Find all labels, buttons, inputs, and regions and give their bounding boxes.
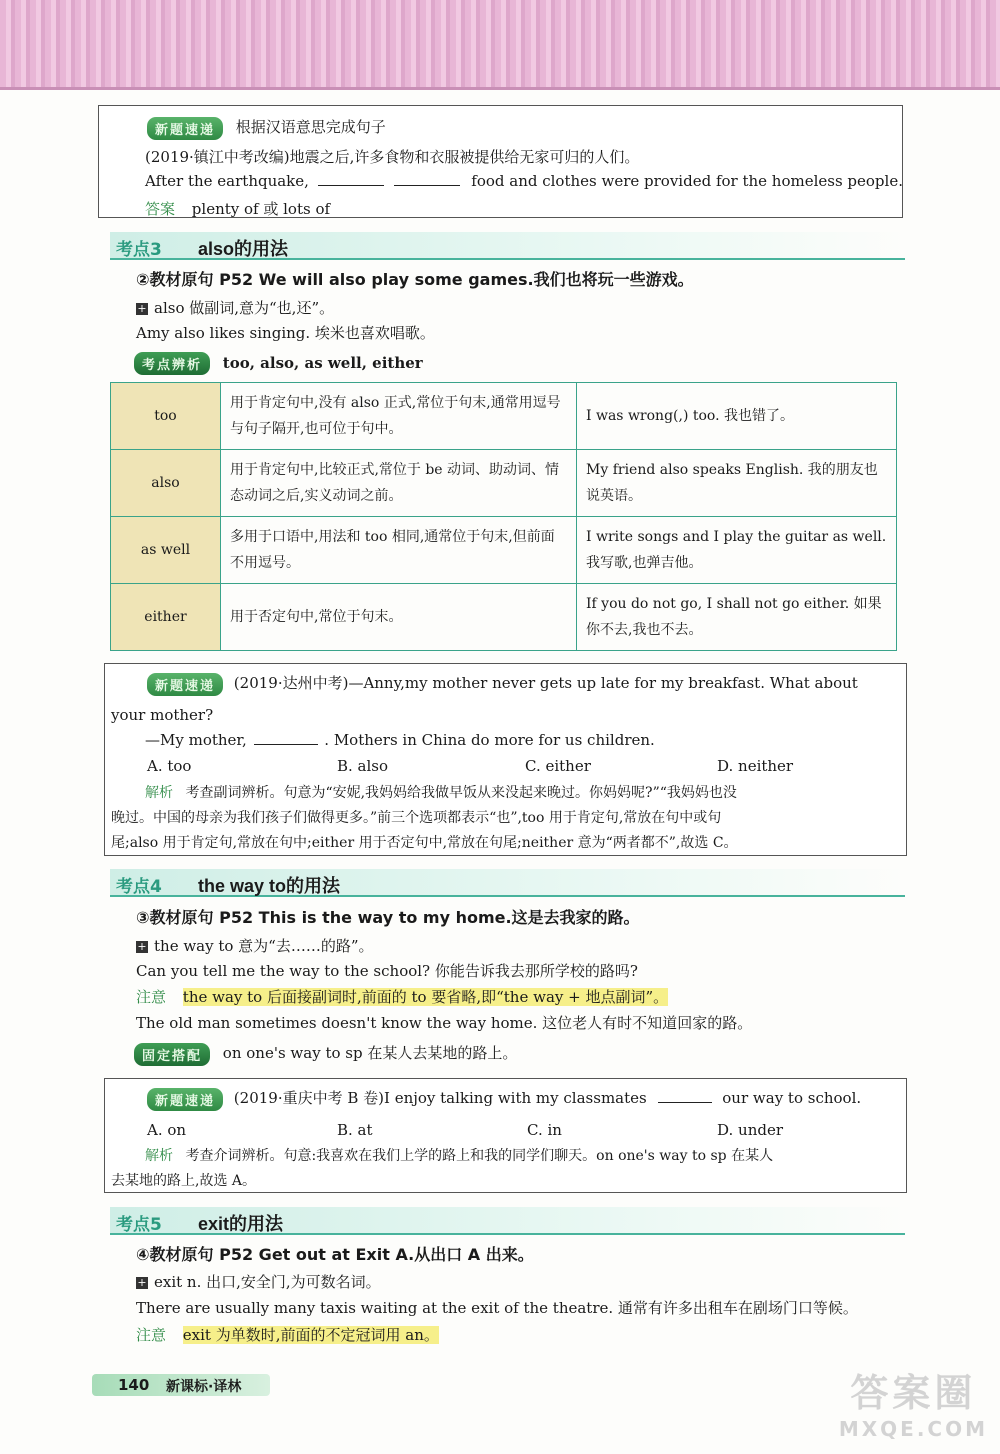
- option-a: A. too: [147, 757, 192, 775]
- note-text: exit 为单数时,前面的不定冠词用 an。: [182, 1326, 439, 1344]
- explanation-line-2: 去某地的路上,故选 A。: [111, 1173, 257, 1189]
- question-line-3a: —My mother,: [145, 731, 247, 749]
- kaodian-title: exit的用法: [198, 1214, 284, 1234]
- answer-text: plenty of 或 lots of: [191, 200, 331, 218]
- question-line-1: (2019·达州中考)—Anny,my mother never gets up late for my breakfast. What about: [233, 674, 858, 692]
- exercise-box-3: [104, 1078, 907, 1193]
- top-decorative-band: [0, 0, 1000, 90]
- comparison-table: [110, 382, 897, 651]
- analysis-tag: 考点辨析: [134, 352, 210, 375]
- kaodian-title: the way to的用法: [198, 876, 341, 896]
- table-usage: 用于肯定句中,没有 also 正式,常位于句末,通常用逗号与句子隔开,也可位于句中。: [221, 383, 577, 450]
- table-row: [111, 383, 897, 450]
- exercise-heading: 根据汉语意思完成句子: [235, 118, 386, 136]
- new-question-tag: 新题速递: [147, 673, 223, 696]
- fixed-phrase-text: on one's way to sp 在某人去某地的路上。: [222, 1044, 518, 1062]
- example-sentence-2: The old man sometimes doesn't know the way home. 这位老人有时不知道回家的路。: [136, 1014, 753, 1032]
- kaodian-label: 考点3: [116, 240, 162, 260]
- fixed-phrase-tag: 固定搭配: [134, 1043, 210, 1066]
- note-text: the way to 后面接副词时,前面的 to 要省略,即“the way + 地点副词”。: [182, 988, 669, 1006]
- table-row: [111, 450, 897, 517]
- page-footer: [92, 1374, 270, 1396]
- option-c: C. either: [525, 757, 591, 775]
- table-word: either: [111, 584, 221, 651]
- blank-2: [394, 185, 460, 186]
- kaodian-3-header: [110, 232, 905, 260]
- table-row: [111, 517, 897, 584]
- table-row: [111, 584, 897, 651]
- option-b: B. at: [337, 1121, 373, 1139]
- table-example: My friend also speaks English. 我的朋友也说英语。: [577, 450, 897, 517]
- explanation-label: 解析: [145, 785, 173, 801]
- usage-note: also 做副词,意为“也,还”。: [154, 299, 335, 317]
- plus-icon: +: [137, 940, 147, 953]
- question-line-2: your mother?: [111, 706, 214, 724]
- page-number: 140: [118, 1376, 150, 1394]
- kaodian-label: 考点4: [116, 877, 162, 897]
- table-example: I write songs and I play the guitar as well. 我写歌,也弹吉他。: [577, 517, 897, 584]
- table-word: also: [111, 450, 221, 517]
- option-b: B. also: [337, 757, 389, 775]
- usage-note: exit n. 出口,安全门,为可数名词。: [154, 1273, 381, 1291]
- new-question-tag: 新题速递: [147, 1088, 223, 1111]
- table-example: If you do not go, I shall not go either. 如果你不去,我也不去。: [577, 584, 897, 651]
- option-d: D. neither: [717, 757, 794, 775]
- plus-icon: +: [137, 1276, 147, 1289]
- explanation-line-3: 尾;also 用于肯定句,常放在句中;either 用于否定句中,常放在句尾;neither 意为“两者都不”,故选 C。: [111, 835, 738, 851]
- kaodian-title: also的用法: [198, 239, 289, 259]
- usage-note: the way to 意为“去……的路”。: [154, 937, 374, 955]
- question-part-b: our way to school.: [722, 1089, 862, 1107]
- kaodian-label: 考点5: [116, 1215, 162, 1235]
- explanation-line-1: 考查副词辨析。句意为“安妮,我妈妈给我做早饭从来没起来晚过。你妈妈呢?”“我妈妈也没: [185, 785, 737, 801]
- sentence-part-a: After the earthquake,: [145, 172, 309, 190]
- question-line-3b: . Mothers in China do more for us children.: [324, 731, 655, 749]
- note-label: 注意: [136, 1326, 167, 1344]
- blank-1: [318, 185, 384, 186]
- watermark-logo: 答案圈 MXQE.COM: [838, 1371, 988, 1441]
- exercise-source: (2019·镇江中考改编)地震之后,许多食物和衣服被提供给无家可归的人们。: [145, 148, 640, 166]
- exercise-box-1: [98, 105, 903, 218]
- example-sentence: Can you tell me the way to the school? 你能告诉我去那所学校的路吗?: [136, 962, 638, 980]
- answer-label: 答案: [145, 200, 176, 218]
- note-label: 注意: [136, 988, 167, 1006]
- kaodian-5-header: [110, 1207, 905, 1235]
- plus-icon: +: [137, 302, 147, 315]
- option-c: C. in: [527, 1121, 562, 1139]
- textbook-original-sentence: ④教材原句 P52 Get out at Exit A.从出口 A 出来。: [136, 1245, 534, 1264]
- option-a: A. on: [147, 1121, 187, 1139]
- series-name: 新课标·译林: [166, 1379, 242, 1395]
- example-sentence: There are usually many taxis waiting at the exit of the theatre. 通常有许多出租车在剧场门口等候。: [136, 1299, 858, 1317]
- sentence-part-b: food and clothes were provided for the homeless people.: [471, 172, 903, 190]
- textbook-original-sentence: ②教材原句 P52 We will also play some games.我们也将玩一些游戏。: [136, 270, 694, 289]
- kaodian-4-header: [110, 869, 905, 897]
- question-part-a: (2019·重庆中考 B 卷)I enjoy talking with my classmates: [233, 1089, 647, 1107]
- new-question-tag: 新题速递: [147, 117, 223, 140]
- table-usage: 用于肯定句中,比较正式,常位于 be 动词、助动词、情态动词之后,实义动词之前。: [221, 450, 577, 517]
- table-example: I was wrong(,) too. 我也错了。: [577, 383, 897, 450]
- table-word: as well: [111, 517, 221, 584]
- answer-blank: [658, 1102, 712, 1103]
- explanation-line-2: 晚过。中国的母亲为我们孩子们做得更多。”前三个选项都表示“也”,too 用于肯定句,常放在句中或句: [111, 810, 722, 826]
- analysis-title: too, also, as well, either: [222, 353, 423, 372]
- explanation-label: 解析: [145, 1148, 173, 1164]
- answer-blank: [254, 744, 318, 745]
- textbook-original-sentence: ③教材原句 P52 This is the way to my home.这是去我家的路。: [136, 908, 640, 927]
- explanation-line-1: 考查介词辨析。句意:我喜欢在我们上学的路上和我的同学们聊天。on one's way to sp 在某人: [185, 1148, 774, 1164]
- table-word: too: [111, 383, 221, 450]
- option-d: D. under: [717, 1121, 783, 1139]
- exercise-box-2: [104, 663, 907, 856]
- example-sentence: Amy also likes singing. 埃米也喜欢唱歌。: [136, 324, 435, 342]
- table-usage: 用于否定句中,常位于句末。: [221, 584, 577, 651]
- table-usage: 多用于口语中,用法和 too 相同,通常位于句末,但前面不用逗号。: [221, 517, 577, 584]
